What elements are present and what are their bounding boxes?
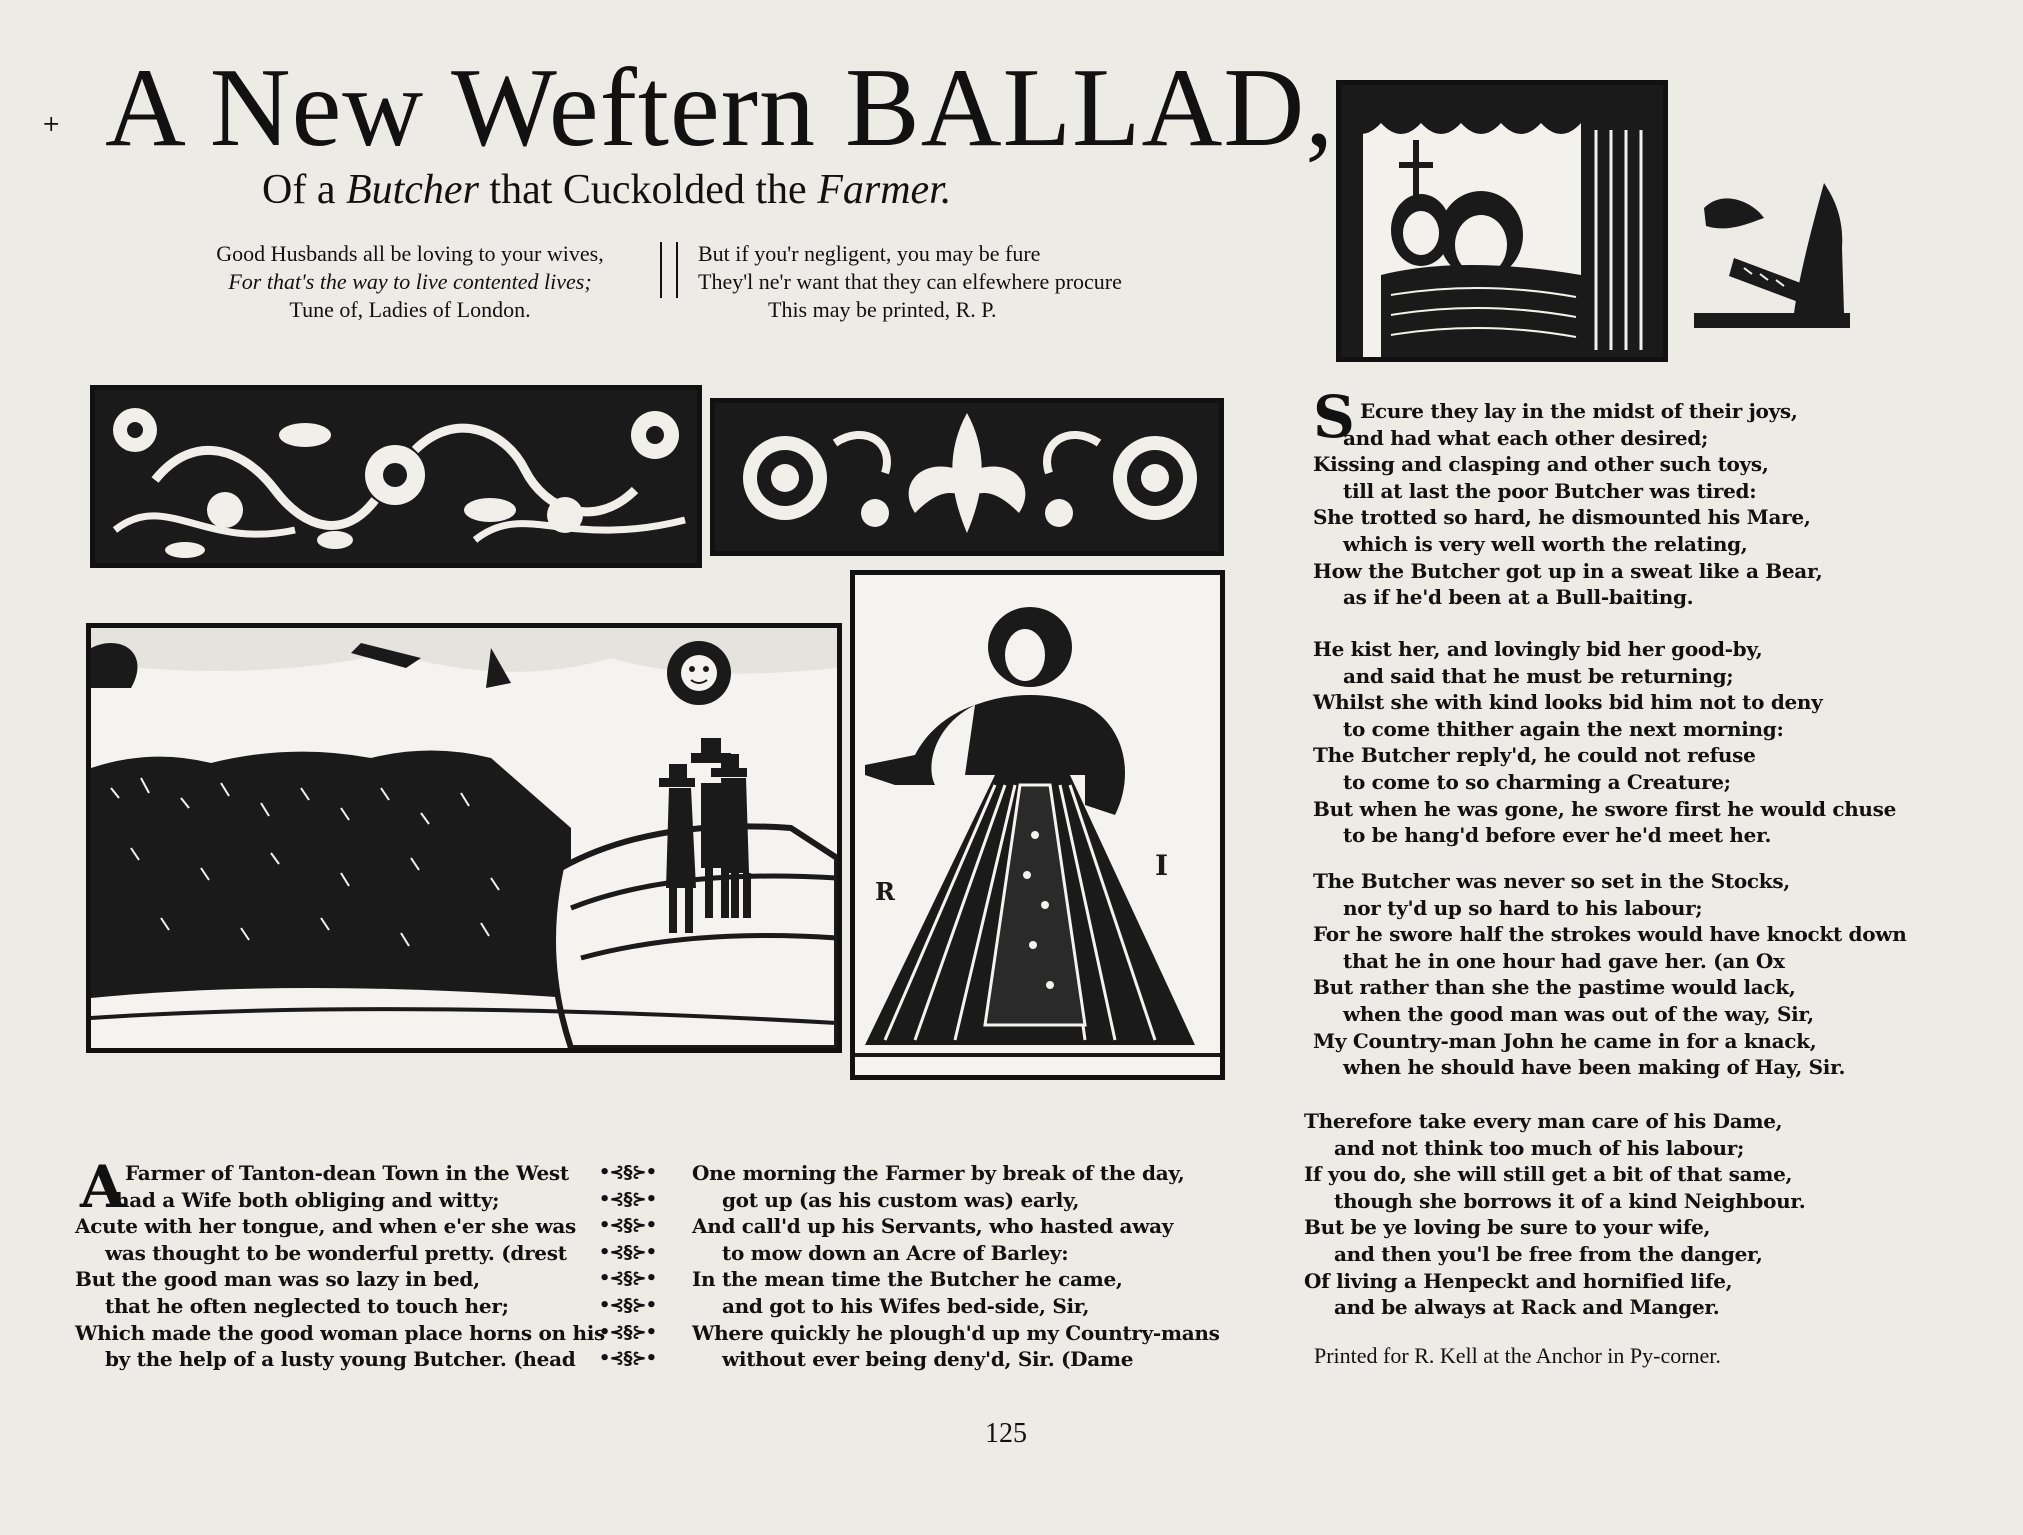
epigraph-left — [180, 240, 640, 324]
lady-in-gown-woodcut-icon — [855, 575, 1220, 1075]
verse-line: till at last the poor Butcher was tired: — [1343, 478, 1757, 503]
verse-line: She trotted so hard, he dismounted his Mare, — [1313, 505, 1811, 530]
verse-line: Which made the good woman place horns on his — [75, 1320, 605, 1345]
page-title: A New Weftern BALLAD, — [105, 46, 1335, 170]
verse-line: and had what each other desired; — [1343, 425, 1709, 450]
registration-mark: + — [42, 112, 61, 137]
floral-border-right — [710, 398, 1224, 556]
verse-line: which is very well worth the relating, — [1343, 531, 1748, 556]
subtitle-mid: that Cuckolded the — [489, 167, 807, 213]
verse-line: nor ty'd up so hard to his labour; — [1343, 895, 1703, 920]
separator-ornament: •⊰§⊱• — [598, 1162, 657, 1183]
verse-line: But be ye loving be sure to your wife, — [1304, 1215, 1711, 1240]
verse-line: My Country-man John he came in for a knack, — [1313, 1028, 1817, 1053]
floral-border-left — [90, 385, 702, 568]
verse-line: to come to so charming a Creature; — [1343, 769, 1731, 794]
verse-line: Ecure they lay in the midst of their joys, — [1360, 399, 1798, 423]
dropcap-s: S — [1313, 383, 1355, 451]
floral-border-ornament-icon — [95, 390, 697, 563]
verse-line: to come thither again the next morning: — [1343, 716, 1784, 741]
verse-line: But the good man was so lazy in bed, — [75, 1267, 480, 1292]
epigraph-line: Good Husbands all be loving to your wives, — [216, 241, 604, 266]
verse-line: Farmer of Tanton-dean Town in the West — [125, 1161, 569, 1185]
subtitle-pre: Of a — [262, 167, 336, 213]
separator-ornaments — [585, 1160, 670, 1373]
license-line: This may be printed, R. P. — [768, 297, 997, 322]
verse-line: and said that he must be returning; — [1343, 663, 1734, 688]
separator-ornament: •⊰§⊱• — [598, 1321, 657, 1343]
subtitle-italic: Butcher — [345, 167, 479, 213]
separator-ornament: •⊰§⊱• — [598, 1268, 657, 1290]
verse-line: when he should have been making of Hay, Sir. — [1343, 1055, 1846, 1080]
verse-line: But rather than she the pastime would lack, — [1313, 975, 1796, 1000]
verse-line: and then you'l be free from the danger, — [1334, 1241, 1763, 1266]
verse-line: But when he was gone, he swore first he would chuse — [1313, 796, 1897, 821]
separator-ornament: •⊰§⊱• — [598, 1188, 657, 1210]
verse-column-left — [75, 1187, 605, 1373]
verse-column-middle — [692, 1160, 1220, 1373]
woodcut-letter-i: I — [1155, 849, 1169, 882]
epigraph-right — [698, 240, 1218, 324]
verse-line: to mow down an Acre of Barley: — [722, 1240, 1069, 1265]
verse-line: to be hang'd before ever he'd meet her. — [1343, 823, 1772, 848]
verse-line: In the mean time the Butcher he came, — [692, 1267, 1123, 1292]
lady-in-gown-woodcut — [850, 570, 1225, 1080]
verse-line: when the good man was out of the way, Sir, — [1343, 1001, 1814, 1026]
verse-line: He kist her, and lovingly bid her good-by, — [1313, 637, 1763, 661]
epigraph-line: For that's the way to live contented lives; — [228, 269, 592, 294]
verse-line: had a Wife both obliging and witty; — [115, 1187, 500, 1212]
woodcut-letter-r: R — [875, 877, 895, 906]
verse-line: One morning the Farmer by break of the day, — [692, 1161, 1185, 1185]
verse-left-first-line — [125, 1160, 569, 1187]
subtitle-end: Farmer. — [817, 167, 952, 213]
fleur-de-lis-ornament-icon — [715, 403, 1219, 551]
verse-line: Of living a Henpeckt and hornified life, — [1304, 1268, 1733, 1293]
verse-line: Kissing and clasping and other such toys, — [1313, 452, 1769, 477]
verse-line: without ever being deny'd, Sir. (Dame — [722, 1347, 1134, 1372]
stanza-3 — [1313, 868, 1906, 1081]
tune-line: Tune of, Ladies of London. — [289, 297, 531, 322]
harvest-field-woodcut — [86, 623, 842, 1053]
verse-line: Acute with her tongue, and when e'er she was — [75, 1214, 577, 1239]
harvest-field-woodcut-icon — [91, 628, 837, 1048]
verse-line: though she borrows it of a kind Neighbour. — [1334, 1188, 1806, 1213]
figure-fragment-woodcut — [1694, 178, 1850, 328]
verse-line: that he in one hour had gave her. (an Ox — [1343, 948, 1785, 973]
dropcap-a: A — [80, 1153, 126, 1221]
stanza-1-first-line — [1360, 398, 1798, 425]
verse-line: If you do, she will still get a bit of that same, — [1304, 1162, 1793, 1187]
separator-ornament: •⊰§⊱• — [598, 1348, 657, 1370]
verse-line: and not think too much of his labour; — [1334, 1135, 1745, 1160]
verse-line: How the Butcher got up in a sweat like a Bear, — [1313, 558, 1823, 583]
stanza-2 — [1313, 636, 1896, 849]
epigraph-divider — [660, 242, 678, 298]
verse-line: and got to his Wifes bed-side, Sir, — [722, 1293, 1090, 1318]
page-subtitle — [262, 166, 951, 214]
separator-ornament: •⊰§⊱• — [598, 1215, 657, 1237]
verse-line: And call'd up his Servants, who hasted away — [692, 1214, 1174, 1239]
imprint: Printed for R. Kell at the Anchor in Py-corner. — [1314, 1343, 1721, 1368]
verse-line: The Butcher was never so set in the Stocks, — [1313, 869, 1790, 893]
verse-line: Where quickly he plough'd up my Country-mans — [692, 1320, 1220, 1345]
stanza-4 — [1304, 1108, 1805, 1321]
verse-line: by the help of a lusty young Butcher. (head — [105, 1347, 576, 1372]
verse-line: that he often neglected to touch her; — [105, 1293, 509, 1318]
bed-scene-woodcut — [1336, 80, 1668, 362]
page-number: 125 — [985, 1418, 1027, 1449]
stanza-1 — [1313, 425, 1822, 611]
epigraph-line: They'l ne'r want that they can elfewhere procure — [698, 269, 1122, 294]
verse-line: as if he'd been at a Bull-baiting. — [1343, 585, 1694, 610]
separator-ornament: •⊰§⊱• — [598, 1294, 657, 1316]
verse-line: The Butcher reply'd, he could not refuse — [1313, 743, 1756, 768]
verse-line: For he swore half the strokes would have knockt down — [1313, 922, 1907, 947]
verse-line: Therefore take every man care of his Dame, — [1304, 1109, 1783, 1133]
verse-line: was thought to be wonderful pretty. (drest — [105, 1240, 567, 1265]
woodcut-fragment-icon — [1694, 178, 1850, 328]
bed-scene-woodcut-icon — [1341, 85, 1663, 357]
verse-line: and be always at Rack and Manger. — [1334, 1295, 1720, 1320]
separator-ornament: •⊰§⊱• — [598, 1241, 657, 1263]
epigraph-line: But if you'r negligent, you may be fure — [698, 241, 1041, 266]
verse-line: Whilst she with kind looks bid him not to deny — [1313, 690, 1823, 715]
verse-line: got up (as his custom was) early, — [722, 1187, 1080, 1212]
